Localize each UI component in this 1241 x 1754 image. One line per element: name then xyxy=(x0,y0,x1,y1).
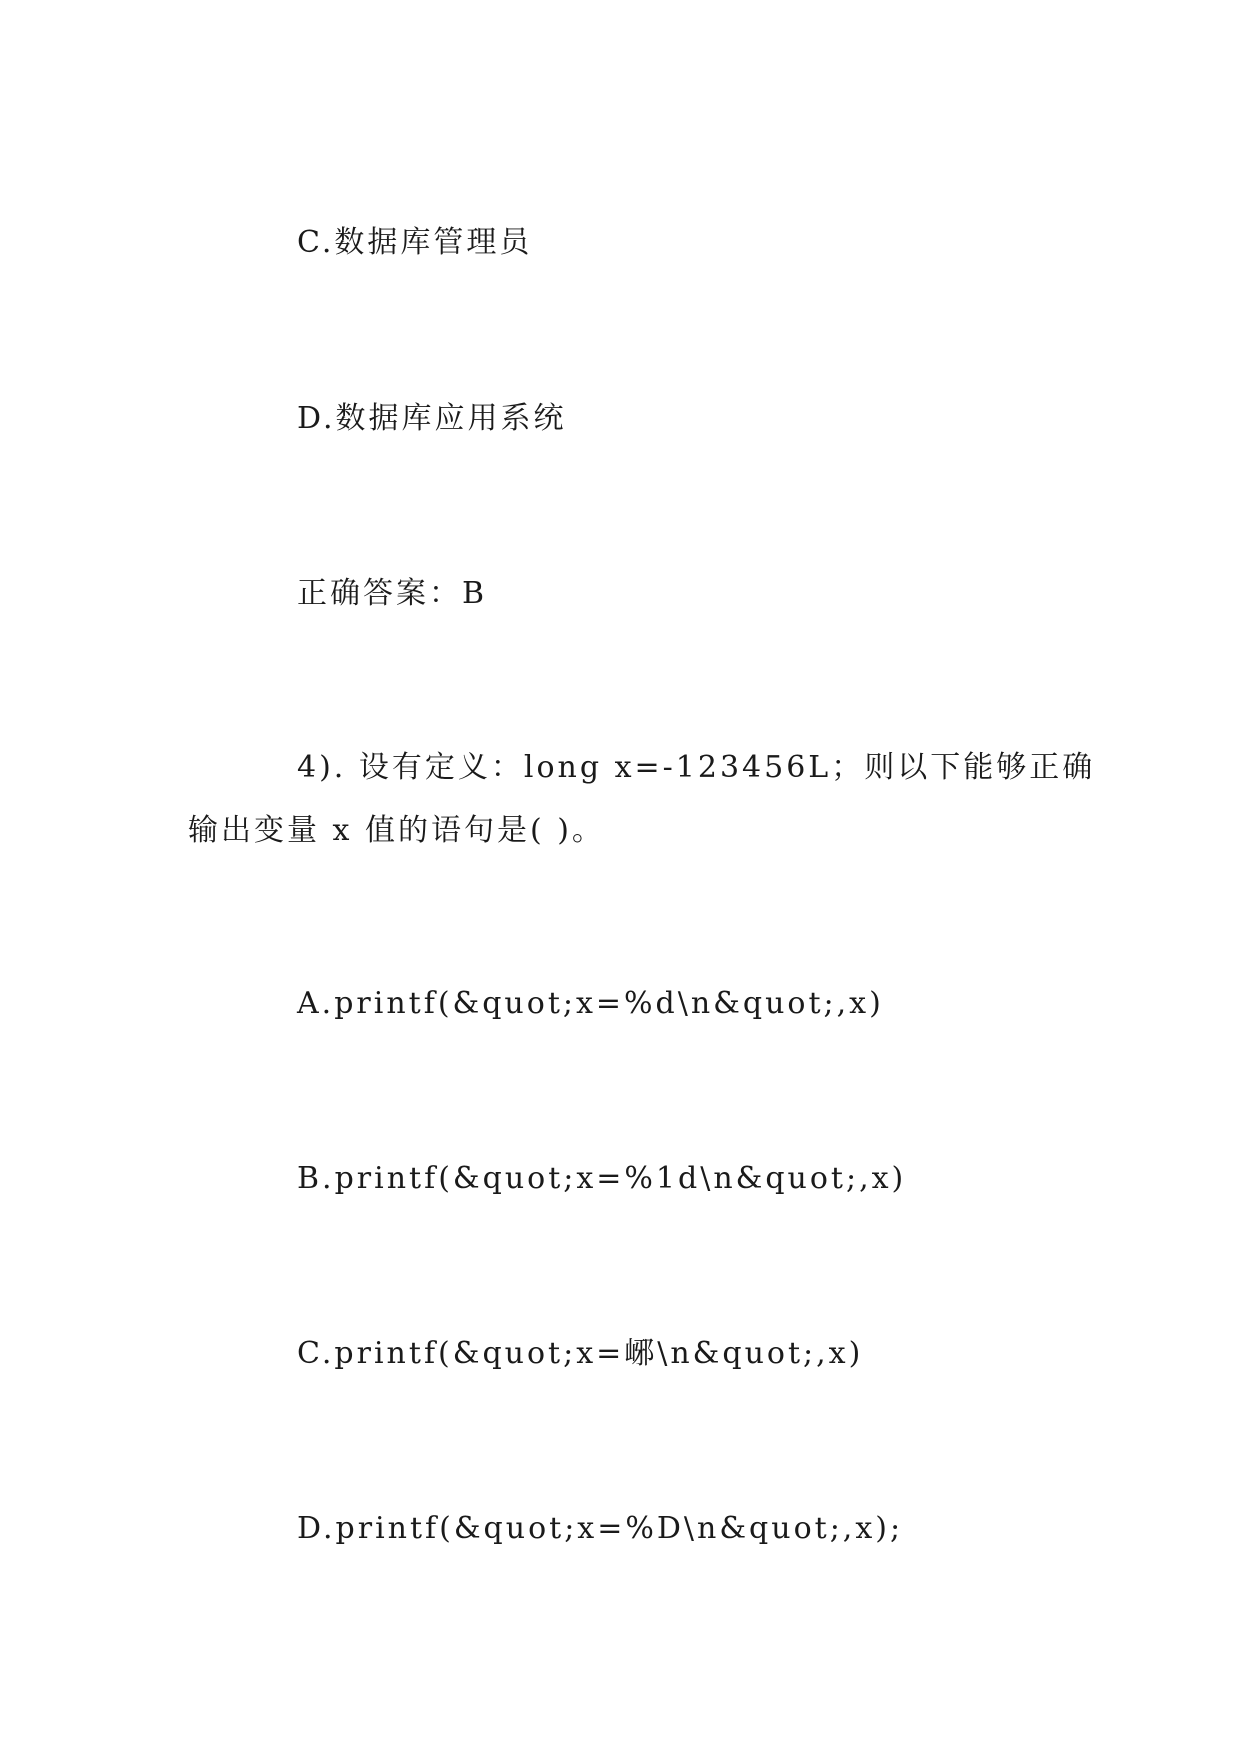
prev-question-answer: 正确答案：B xyxy=(297,576,488,611)
question-4-option-b: B.printf(&quot;x=%1d\n&quot;,x) xyxy=(297,1161,907,1196)
question-4-option-a: A.printf(&quot;x=%d\n&quot;,x) xyxy=(297,986,884,1021)
question-4-stem-line-2: 输出变量 x 值的语句是( )。 xyxy=(188,813,605,848)
prev-question-option-c: C.数据库管理员 xyxy=(297,225,533,260)
prev-question-option-d: D.数据库应用系统 xyxy=(297,401,567,436)
question-4-stem-line-1: 4). 设有定义：long x=-123456L；则以下能够正确 xyxy=(297,750,1096,785)
question-4-option-d: D.printf(&quot;x=%D\n&quot;,x); xyxy=(297,1511,904,1546)
question-4-option-c: C.printf(&quot;x=峫\n&quot;,x) xyxy=(297,1336,864,1371)
